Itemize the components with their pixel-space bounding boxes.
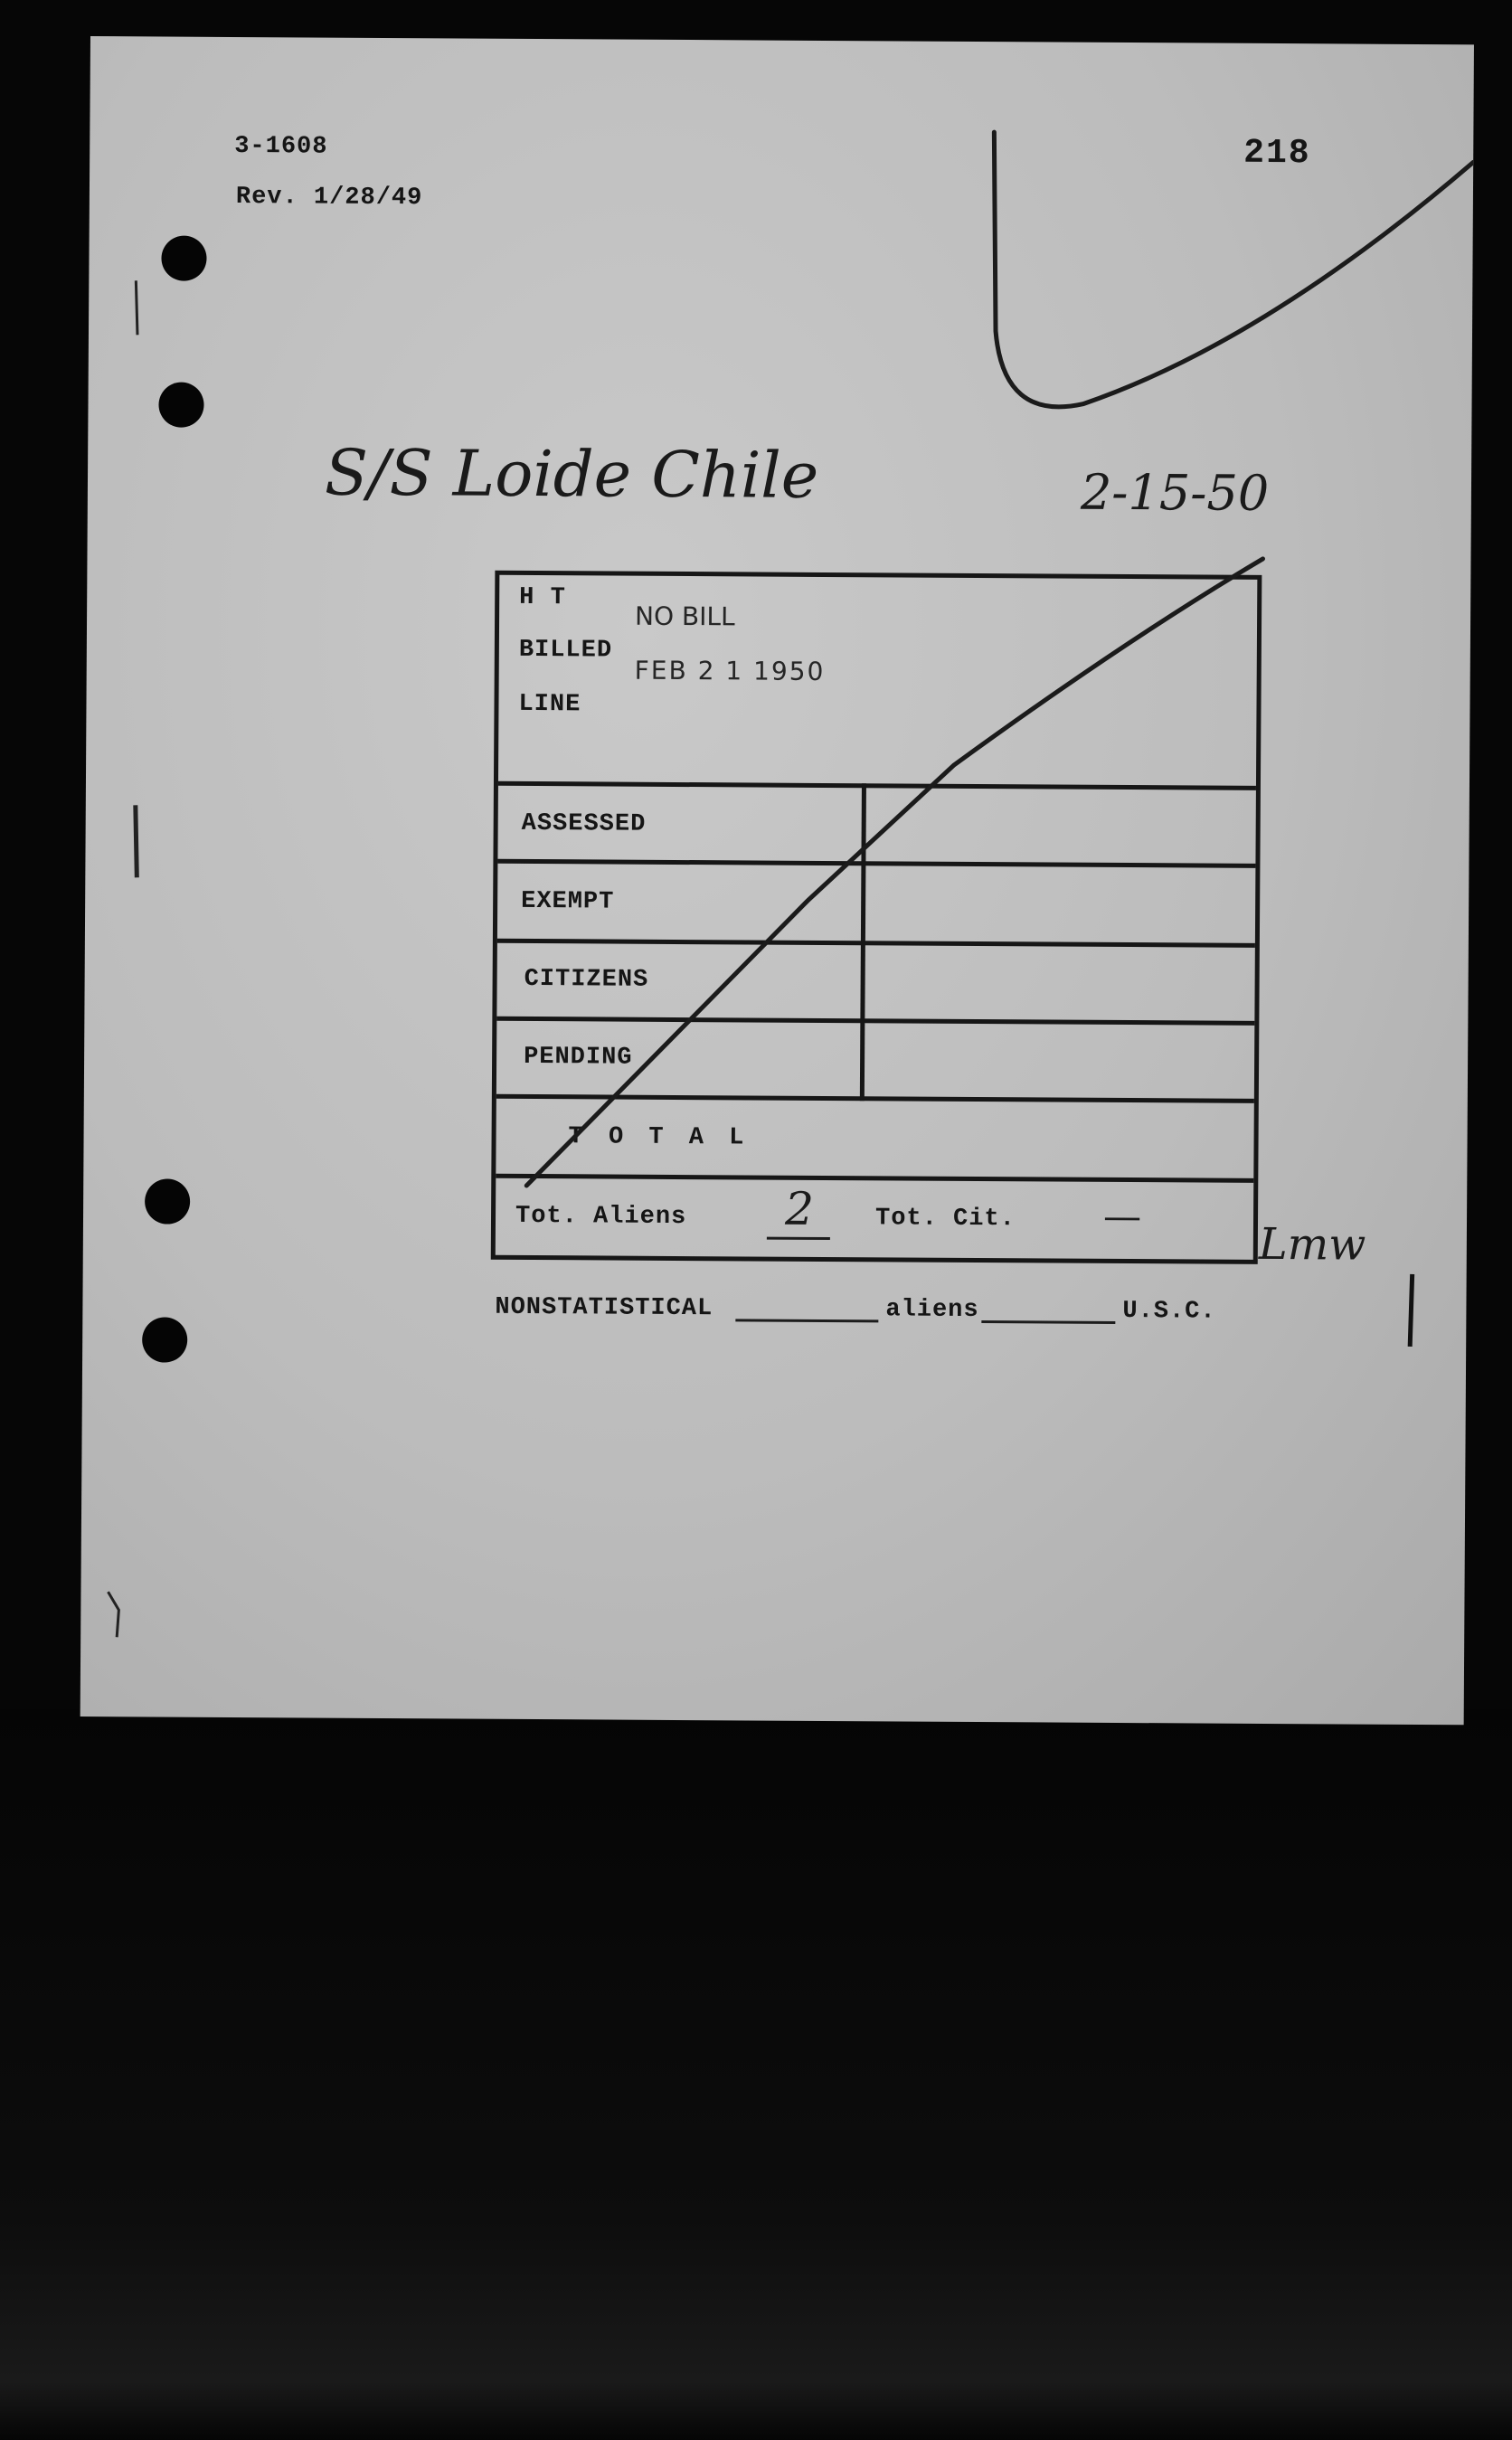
check-mark-stroke [993, 132, 1474, 410]
form-number: 3-1608 [234, 132, 328, 161]
diagonal-strike-stroke [526, 554, 1262, 1190]
margin-mark [108, 1592, 118, 1637]
billed-label: BILLED [518, 636, 613, 665]
pending-label: PENDING [524, 1043, 633, 1072]
margin-mark [135, 805, 137, 877]
exempt-label: EXEMPT [521, 887, 615, 916]
document-page [80, 36, 1474, 1725]
page-number: 218 [1243, 133, 1311, 174]
total-cit-label: Tot. Cit. [874, 1205, 1016, 1234]
line-label: LINE [518, 690, 581, 719]
date-stamp: FEB 2 1 1950 [634, 655, 826, 686]
handwritten-date: 2-15-50 [1080, 463, 1270, 522]
pen-strokes [80, 36, 1474, 1725]
no-bill-stamp: NO BILL [634, 601, 735, 632]
aliens-label: aliens [885, 1296, 979, 1325]
margin-mark [1410, 1274, 1412, 1347]
form-revision: Rev. 1/28/49 [235, 183, 423, 213]
nonstatistical-label: NONSTATISTICAL [495, 1293, 713, 1323]
scan-background [0, 1709, 1512, 2440]
usc-label: U.S.C. [1122, 1297, 1216, 1326]
cit-mark: — [1102, 1193, 1142, 1239]
initials: Lmw [1258, 1218, 1366, 1271]
assessed-label: ASSESSED [521, 809, 647, 838]
citizens-label: CITIZENS [524, 965, 649, 994]
total-aliens-label: Tot. Aliens [515, 1202, 687, 1232]
margin-mark [136, 280, 137, 335]
ht-label: H T [519, 583, 566, 612]
total-label: T O T A L [568, 1123, 750, 1152]
aliens-count: 2 [784, 1182, 815, 1235]
vessel-name: S/S Loide Chile [324, 435, 819, 513]
